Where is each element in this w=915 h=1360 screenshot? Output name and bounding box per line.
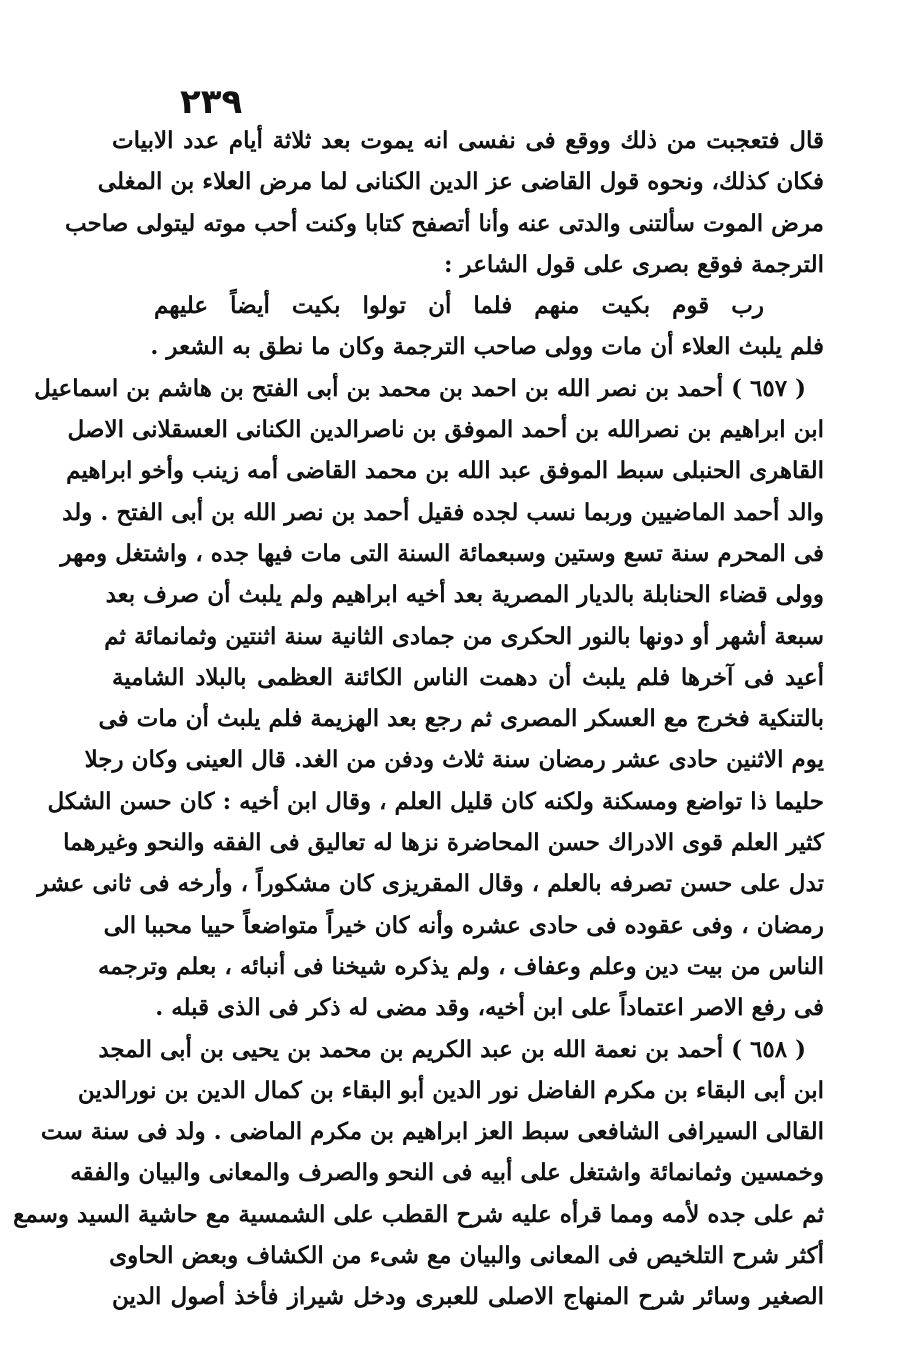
text-line: فلم يلبث العلاء أن مات وولى صاحب الترجمة وكان ما نطق به الشعر . (150, 333, 824, 361)
text-line: سبعة أشهر أو دونها بالنور الحكرى من جمادى الثانية سنة اثنتين وثمانمائة ثم (104, 622, 824, 650)
text-line: القالى السيرافى الشافعى سبط العز ابراهيم بن مكرم الماضى . ولد فى سنة ست (40, 1118, 824, 1146)
text-line: الصغير وسائر شرح المنهاج الاصلى للعبرى ودخل شيراز فأخذ أصول الدين (112, 1283, 824, 1311)
text-line: الترجمة فوقع بصرى على قول الشاعر : (444, 250, 824, 278)
entry-658-heading: ( ٦٥٨ ) أحمد بن نعمة الله بن عبد الكريم بن محمد بن يحيى بن أبى المجد (98, 1035, 806, 1063)
text-line: فى المحرم سنة تسع وستين وسبعمائة السنة التى مات فيها جده ، واشتغل ومهر (60, 539, 824, 567)
text-line: أكثر شرح التلخيص فى المعانى والبيان مع شىء من الكشاف وبعض الحاوى (109, 1242, 824, 1270)
page-number: ٢٣٩ (180, 82, 243, 122)
text-line: قال فتعجبت من ذلك ووقع فى نفسى انه يموت بعد ثلاثة أيام عدد الابيات (112, 127, 824, 154)
text-line: ابن ابراهيم بن نصرالله بن أحمد الموفق بن ناصرالدين الكنانى العسقلانى الاصل (67, 416, 824, 444)
text-line: وخمسين وثمانمائة واشتغل على أبيه فى النحو والصرف والمعانى والبيان والفقه (70, 1159, 824, 1187)
text-line: ابن أبى البقاء بن مكرم الفاضل نور الدين أبو البقاء بن كمال الدين بن نورالدين (77, 1076, 824, 1104)
text-line: بالتنكية فخرج مع العسكر المصرى ثم رجع بعد الهزيمة فلم يلبث أن مات فى (98, 705, 824, 733)
arabic-text-block (13, 120, 824, 1318)
text-line: تدل على حسن تصرفه بالعلم ، وقال المقريزى كان مشكوراً ، وأرخه فى ثانى عشر (37, 870, 824, 898)
text-line: ثم على جده لأمه ومما قرأه عليه شرح القطب على الشمسية مع حاشية السيد وسمع (13, 1200, 824, 1228)
text-line: القاهرى الحنبلى سبط الموفق عبد الله بن محمد القاضى أمه زينب وأخو ابراهيم (66, 457, 824, 485)
text-line: كثير العلم قوى الادراك حسن المحاضرة نزها له تعاليق فى الفقه والنحو وغيرهما (63, 829, 824, 857)
text-line: أعيد فى آخرها فلم يلبث أن دهمت الناس الكائنة العظمى بالبلاد الشامية (112, 663, 824, 691)
text-line: مرض الموت سألتنى والدتى عنه وأنا أتصفح كتابا وكنت أحب موته ليتولى صاحب (64, 209, 824, 237)
poetry-verse: رب قوم بكيت منهم فلما أن تولوا بكيت أيضاً عليهم (153, 292, 764, 320)
text-line: فكان كذلك، ونحوه قول القاضى عز الدين الكنانى لما مرض العلاء بن المغلى (97, 168, 824, 196)
text-line: رمضان ، وفى عقوده فى حادى عشره وأنه كان خيراً متواضعاً حييا محببا الى (103, 911, 824, 939)
text-line: يوم الاثنين حادى عشر رمضان سنة ثلاث ودفن من الغد. قال العينى وكان رجلا (84, 746, 824, 774)
text-line: حليما ذا تواضع ومسكنة ولكنه كان قليل العلم ، وقال ابن أخيه : كان حسن الشكل (47, 787, 824, 815)
text-line: فى رفع الاصر اعتماداً على ابن أخيه، وقد مضى له ذكر فى الذى قبله . (155, 994, 824, 1022)
entry-657-heading: ( ٦٥٧ ) أحمد بن نصر الله بن احمد بن محمد بن أبى الفتح بن هاشم بن اسماعيل (34, 374, 806, 402)
text-line: الناس من بيت دين وعلم وعفاف ، ولم يذكره شيخنا فى أنبائه ، بعلم وترجمه (97, 952, 824, 980)
text-line: والد أحمد الماضيين وربما نسب لجده فقيل أحمد بن نصر الله بن أبى الفتح . ولد (62, 498, 824, 526)
text-line: وولى قضاء الحنابلة بالديار المصرية بعد أخيه ابراهيم ولم يلبث أن صرف بعد (105, 581, 824, 609)
